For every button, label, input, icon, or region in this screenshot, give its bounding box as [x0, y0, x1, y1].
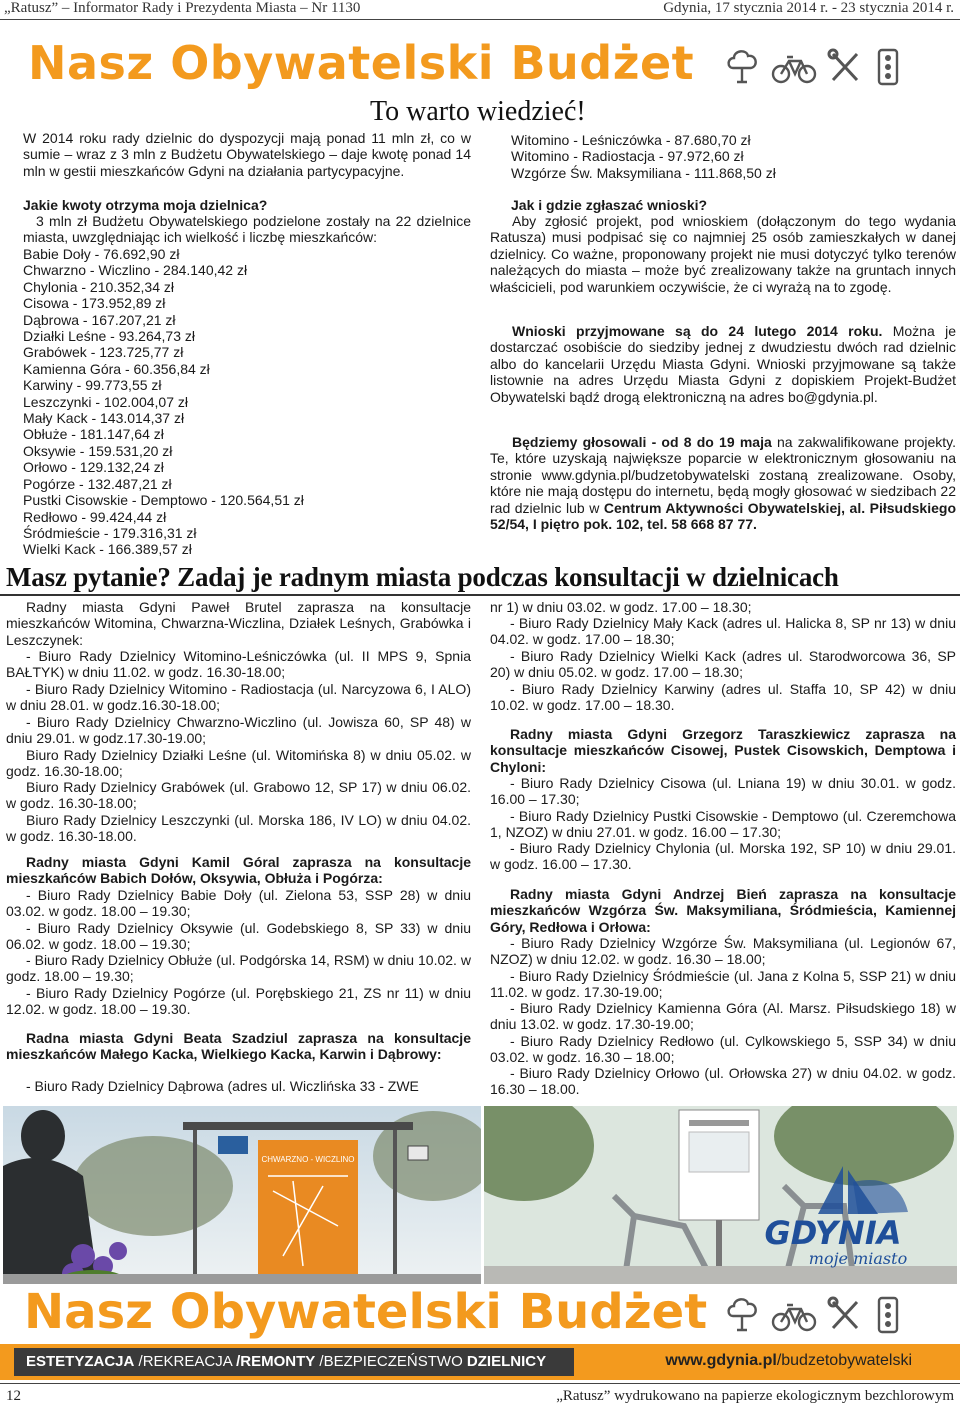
amounts-section: [23, 197, 471, 213]
list-item: Grabówek - 123.725,77 zł: [23, 344, 184, 361]
consultation-entry: - Biuro Rady Dzielnicy Dąbrowa (adres ul. Wiczlińska 33 - ZWE: [26, 1078, 419, 1094]
submit-paragraph: Aby zgłosić projekt, pod wnioskiem (dołączonym do tego wydania Ratusza) musi podpisać się co najmniej 25 osób zamieszkałych w danej dzielnicy. Co ważne, proponowany projekt nie musi dotyczyć tylko terenów należących do miasta – może być zrealizowany także na gruntach innych właścicieli, pod warunkiem oczywiście, że ci wyrażą na to zgodę.: [490, 213, 956, 295]
tools-icon: [829, 1298, 857, 1328]
gdynia-logo: [748, 1162, 918, 1272]
consultation-bien-heading: Radny miasta Gdyni Andrzej Bień zaprasza na konsultacje mieszkańców Wzgórza Św. Maksymiliana, Śródmieścia, Kamiennej Góry, Redłowa i Orłowa:: [490, 886, 956, 935]
header-divider: [0, 19, 960, 20]
consultation-entry: nr 1) w dniu 03.02. w godz. 17.00 – 18.30;: [490, 599, 752, 615]
consultation-entry: - Biuro Rady Dzielnicy Babie Doły (ul. Zielona 53, SSP 28) w dniu 03.02. w godz. 18.00 – 19.30;: [6, 887, 471, 920]
submit-section: [511, 197, 956, 213]
tree-icon: [729, 1299, 756, 1330]
list-item: Redłowo - 99.424,44 zł: [23, 508, 167, 525]
consultation-goral-heading: Radny miasta Gdyni Kamil Góral zaprasza na konsultacje mieszkańców Babich Dołów, Oksywia, Obłuża i Pogórza:: [6, 854, 471, 887]
consultation-entry: - Biuro Rady Dzielnicy Cisowa (ul. Lniana 19) w dniu 30.01. w godz. 16.00 – 17.30;: [490, 775, 956, 808]
category-icons-bottom: [725, 1292, 905, 1336]
logo-main-text: GDYNIA: [764, 1214, 902, 1252]
list-item: Mały Kack - 143.014,37 zł: [23, 410, 185, 427]
intro-paragraph: W 2014 roku rady dzielnic do dyspozycji mają ponad 11 mln zł, co w sumie – wraz z 3 mln z Budżetu Obywatelskiego – daje kwotę ponad 14 mln w gestii mieszkańców Gdyni na działania partycypacyjne.: [23, 130, 471, 179]
map-title: CHWARZNO - WICZLINO: [261, 1155, 355, 1164]
consultation-brutel-heading: Radny miasta Gdyni Paweł Brutel zaprasza na konsultacje mieszkańców Witomina, Chwarzna-Wiczlina, Działek Leśnych, Grabówka i Leszczynek:: [6, 599, 471, 648]
list-item: Chwarzno - Wiczlino - 284.140,42 zł: [23, 262, 248, 279]
deadline-paragraph: [490, 323, 956, 405]
traffic-light-icon: [879, 50, 897, 84]
list-item: Obłuże - 181.147,64 zł: [23, 426, 164, 443]
consultation-entry: - Biuro Rady Dzielnicy Oksywie (ul. Godebskiego 8, SP 33) w dniu 06.02. w godz. 18.00 – 19.30;: [6, 920, 471, 953]
list-item: Witomino - Radiostacja - 97.972,60 zł: [511, 148, 744, 165]
page-number: 12: [6, 1388, 21, 1404]
consultation-entry: - Biuro Rady Dzielnicy Witomino-Leśniczówka (ul. II MPS 9, Spnia BAŁTYK) w dniu 11.02. w godz. 16.30-18.00;: [6, 648, 471, 681]
category-icons: [725, 44, 905, 88]
banner-title: Nasz Obywatelski Budżet: [24, 1284, 708, 1340]
consultation-szadziul-heading: Radna miasta Gdyni Beata Szadziul zaprasza na konsultacje mieszkańców Małego Kacka, Wielkiego Kacka, Karwin i Dąbrowy:: [6, 1030, 471, 1063]
url-path: /budzetobywatelski: [776, 1352, 912, 1369]
list-item: Leszczynki - 102.004,07 zł: [23, 393, 188, 410]
consultation-entry: - Biuro Rady Dzielnicy Chylonia (ul. Morska 192, SP 10) w dniu 29.01. w godz. 16.00 – 17.30.: [490, 840, 956, 873]
tag-bezpieczenstwo: /BEZPIECZEŃSTWO: [315, 1353, 467, 1370]
footer-note: „Ratusz” wydrukowano na papierze ekologicznym bezchlorowym: [556, 1388, 954, 1404]
issue-date: Gdynia, 17 stycznia 2014 r. - 23 stycznia 2014 r.: [663, 0, 954, 16]
list-item: Pogórze - 132.487,21 zł: [23, 475, 172, 492]
list-item: Witomino - Leśniczówka - 87.680,70 zł: [511, 132, 751, 148]
list-item: Karwiny - 99.773,55 zł: [23, 377, 162, 394]
list-item: Dąbrowa - 167.207,21 zł: [23, 311, 176, 328]
deadline-text: Można je dostarczać osobiście do siedziby jednej z dwudziestu dwóch rad dzielnic albo do kancelarii Urzędu Miasta Gdyni. Wnioski przyjmowane są także listownie na adres Urzędu Miasta Gdyni z dopiskiem Projekt-Budżet Obywatelski bądź drogą elektroniczną na adres bo@gdynia.pl.: [490, 323, 956, 405]
consultation-entry: - Biuro Rady Dzielnicy Witomino - Radiostacja (ul. Narcyzowa 6, I ALO) w dniu 28.01. w godz.16.30-18.00;: [6, 681, 471, 714]
list-item: Wzgórze Św. Maksymiliana - 111.868,50 zł: [511, 164, 776, 181]
amounts-lead: 3 mln zł Budżetu Obywatelskiego podzielone zostały na 22 dzielnice miasta, uwzględniając ich wielkość i liczbę mieszkańców:: [23, 213, 471, 246]
vote-paragraph: [490, 434, 956, 532]
masthead-title: Nasz Obywatelski Budżet: [28, 36, 695, 90]
page-header: [0, 0, 960, 18]
questions-heading: Masz pytanie? Zadaj je radnym miasta podczas konsultacji w dzielnicach: [6, 562, 839, 592]
amounts-list: [23, 246, 471, 558]
banner-tagline: [14, 1348, 574, 1376]
consultation-entry: - Biuro Rady Dzielnicy Wielki Kack (adres ul. Starodworcowa 36, SP 20) w dniu 05.02. w godz. 17.00 – 18.30;: [490, 648, 956, 681]
consultation-entry: - Biuro Rady Dzielnicy Pogórze (ul. Porębskiego 21, ZS nr 11) w dniu 12.02. w godz. 18.00 – 19.30.: [6, 985, 471, 1018]
list-item: Działki Leśne - 93.264,73 zł: [23, 328, 195, 345]
list-item: Chylonia - 210.352,34 zł: [23, 278, 174, 295]
banner-url[interactable]: [665, 1352, 912, 1370]
consultation-entry: - Biuro Rady Dzielnicy Obłuże (ul. Podgórska 14, RSM) w dniu 10.02. w godz. 18.00 – 19.30;: [6, 952, 471, 985]
consultation-entry: - Biuro Rady Dzielnicy Chwarzno-Wiczlino (ul. Jowisza 60, SP 48) w dniu 29.01. w godz.17.30-19.00;: [6, 714, 471, 747]
publication-title: „Ratusz” – Informator Rady i Prezydenta Miasta – Nr 1130: [4, 0, 361, 16]
bicycle-icon: [773, 1305, 815, 1330]
tag-remonty: /REMONTY: [236, 1353, 316, 1370]
consultation-entry: - Biuro Rady Dzielnicy Kamienna Góra (Al. Marsz. Piłsudskiego 18) w dniu 13.02. w godz. 17.30-19.00;: [490, 1000, 956, 1033]
list-item: Orłowo - 129.132,24 zł: [23, 459, 164, 476]
ship-icon: [818, 1166, 908, 1214]
tag-dzielnicy: DZIELNICY: [466, 1353, 547, 1370]
section-divider: [0, 594, 960, 596]
consultation-entry: Biuro Rady Dzielnicy Grabówek (ul. Grabowo 12, SP 17) w dniu 06.02. w godz. 16.30-18.00;: [6, 779, 471, 812]
consultation-entry: - Biuro Rady Dzielnicy Śródmieście (ul. Jana z Kolna 5, SSP 21) w dniu 11.02. w godz. 17.30-19.00;: [490, 968, 956, 1001]
bicycle-icon: [773, 57, 815, 82]
tools-icon: [829, 50, 857, 80]
vote-bold: Będziemy głosowali - od 8 do 19 maja: [512, 434, 772, 450]
photo-bus-stop: [3, 1106, 481, 1284]
consultation-entry: Biuro Rady Dzielnicy Leszczynki (ul. Morska 186, IV LO) w dniu 04.02. w godz. 16.30-18.00.: [6, 812, 471, 845]
consultation-entry: - Biuro Rady Dzielnicy Orłowo (ul. Orłowska 27) w dniu 04.02. w godz. 16.30 – 18.00.: [490, 1065, 956, 1098]
traffic-light-icon: [879, 1298, 897, 1332]
list-item: Wielki Kack - 166.389,57 zł: [23, 541, 192, 558]
deadline-bold: Wnioski przyjmowane są do 24 lutego 2014 roku.: [512, 323, 883, 339]
footer-divider: [0, 1383, 960, 1384]
amounts-list-continued: [511, 132, 956, 181]
amounts-heading: Jakie kwoty otrzyma moja dzielnica?: [23, 197, 268, 213]
list-item: Babie Doły - 76.692,90 zł: [23, 246, 180, 262]
tree-icon: [729, 51, 756, 82]
consultation-taraszkiewicz-heading: Radny miasta Gdyni Grzegorz Taraszkiewicz zaprasza na konsultacje mieszkańców Cisowej, Pustek Cisowskich, Demptowa i Chyloni:: [490, 726, 956, 775]
vote-address: Centrum Aktywności Obywatelskiej, al. Piłsudskiego 52/54, I piętro pok. 102, tel. 58 668 87 77.: [490, 499, 956, 533]
list-item: Pustki Cisowskie - Demptowo - 120.564,51 zł: [23, 492, 304, 509]
consultation-entry: - Biuro Rady Dzielnicy Mały Kack (adres ul. Halicka 8, SP nr 13) w dniu 04.02. w godz. 17.00 – 18.30;: [490, 615, 956, 648]
list-item: Śródmieście - 179.316,31 zł: [23, 524, 197, 541]
list-item: Cisowa - 173.952,89 zł: [23, 295, 166, 312]
consultation-entry: - Biuro Rady Dzielnicy Pustki Cisowskie - Demptowo (ul. Czeremchowa 1, NZOZ) w dniu 27.01. w godz. 16.00 – 17.30;: [490, 808, 956, 841]
consultation-entry: - Biuro Rady Dzielnicy Redłowo (ul. Cylkowskiego 5, SSP 34) w dniu 03.02. w godz. 16.30 – 18.00;: [490, 1033, 956, 1066]
consultation-entry: - Biuro Rady Dzielnicy Wzgórze Św. Maksymiliana (ul. Legionów 67, NZOZ) w dniu 12.02. w godz. 16.30 – 18.00;: [490, 935, 956, 968]
list-item: Oksywie - 159.531,20 zł: [23, 442, 173, 459]
url-domain: www.gdynia.pl: [665, 1352, 777, 1369]
section-heading: To warto wiedzieć!: [370, 96, 586, 127]
consultation-entry: - Biuro Rady Dzielnicy Karwiny (adres ul. Staffa 10, SP 42) w dniu 10.02. w godz. 17.00 – 18.30.: [490, 681, 956, 714]
logo-sub-text: moje miasto: [808, 1249, 908, 1268]
vote-text: na zakwalifikowane projekty. Te, które uzyskają największe poparcie w elektronicznym głosowaniu na stronie www.gdynia.pl/budzetobywatelski zostaną zrealizowane. Osoby, które nie mają dostępu do internetu, będą mogły głosować w siedzibach 22 rad dzielnic lub w: [490, 434, 956, 516]
tag-rekreacja: /REKREACJA: [134, 1353, 237, 1370]
tag-estetyzacja: ESTETYZACJA: [26, 1353, 135, 1370]
consultation-entry: Biuro Rady Dzielnicy Działki Leśne (ul. Witomińska 8) w dniu 05.02. w godz. 16.30-18.00;: [6, 747, 471, 780]
list-item: Kamienna Góra - 60.356,84 zł: [23, 360, 210, 377]
submit-heading: Jak i gdzie zgłaszać wnioski?: [511, 197, 708, 213]
